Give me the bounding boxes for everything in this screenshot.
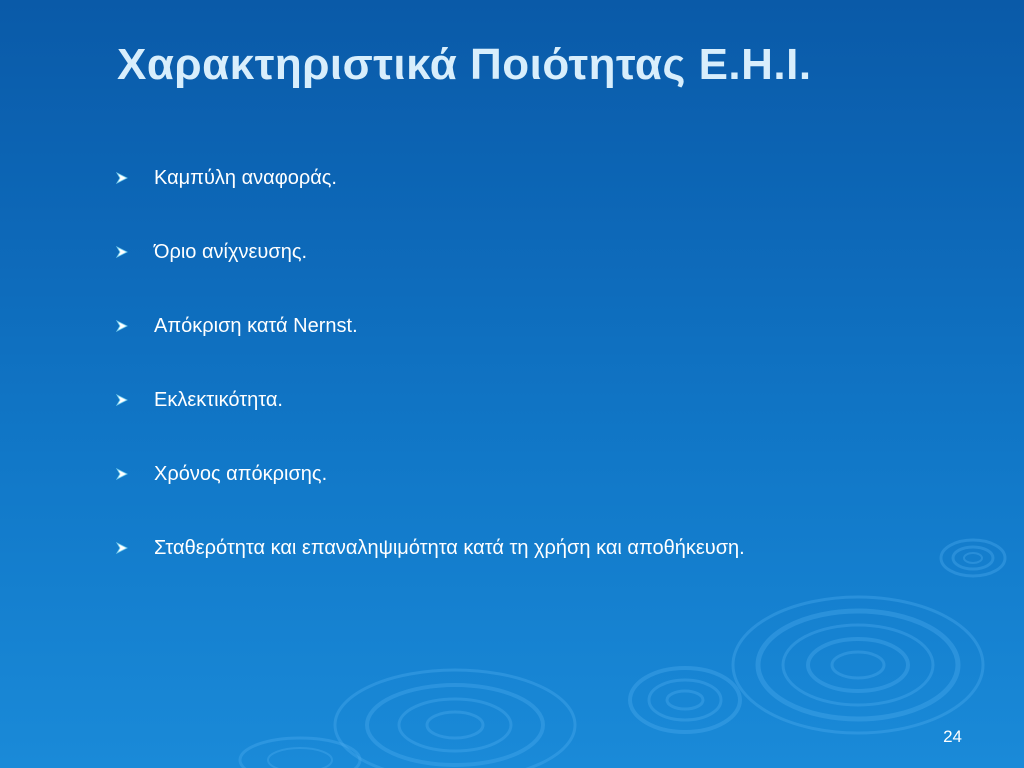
ripple-middle xyxy=(630,668,740,732)
bullet-text: Χρόνος απόκρισης. xyxy=(154,463,328,485)
bullet-text: Εκλεκτικότητα. xyxy=(154,389,283,411)
page-number: 24 xyxy=(943,727,962,746)
bullet-text: Σταθερότητα και επαναληψιμότητα κατά τη χρήση και αποθήκευση. xyxy=(154,537,745,559)
list-item xyxy=(116,164,745,238)
arrowhead-bullet-icon xyxy=(116,386,154,414)
bullet-list xyxy=(116,164,745,608)
ripple-large xyxy=(733,597,983,733)
arrowhead-bullet-icon xyxy=(116,238,154,266)
list-item xyxy=(116,386,745,460)
list-item xyxy=(116,312,745,386)
list-item xyxy=(116,460,745,534)
bullet-text: Απόκριση κατά Nernst. xyxy=(154,315,358,337)
list-item xyxy=(116,238,745,312)
ripple-small-right xyxy=(941,540,1005,576)
arrowhead-bullet-icon xyxy=(116,460,154,488)
slide-title: Χαρακτηριστικά Ποιότητας Ε.Η.Ι. xyxy=(117,40,812,89)
bullet-text: Καμπύλη αναφοράς. xyxy=(154,167,337,189)
list-item xyxy=(116,534,745,608)
bullet-text: Όριο ανίχνευσης. xyxy=(154,241,308,263)
arrowhead-bullet-icon xyxy=(116,312,154,340)
ripple-far-left xyxy=(240,738,360,768)
ripple-bottom-left xyxy=(335,670,575,768)
arrowhead-bullet-icon xyxy=(116,534,154,562)
arrowhead-bullet-icon xyxy=(116,164,154,192)
